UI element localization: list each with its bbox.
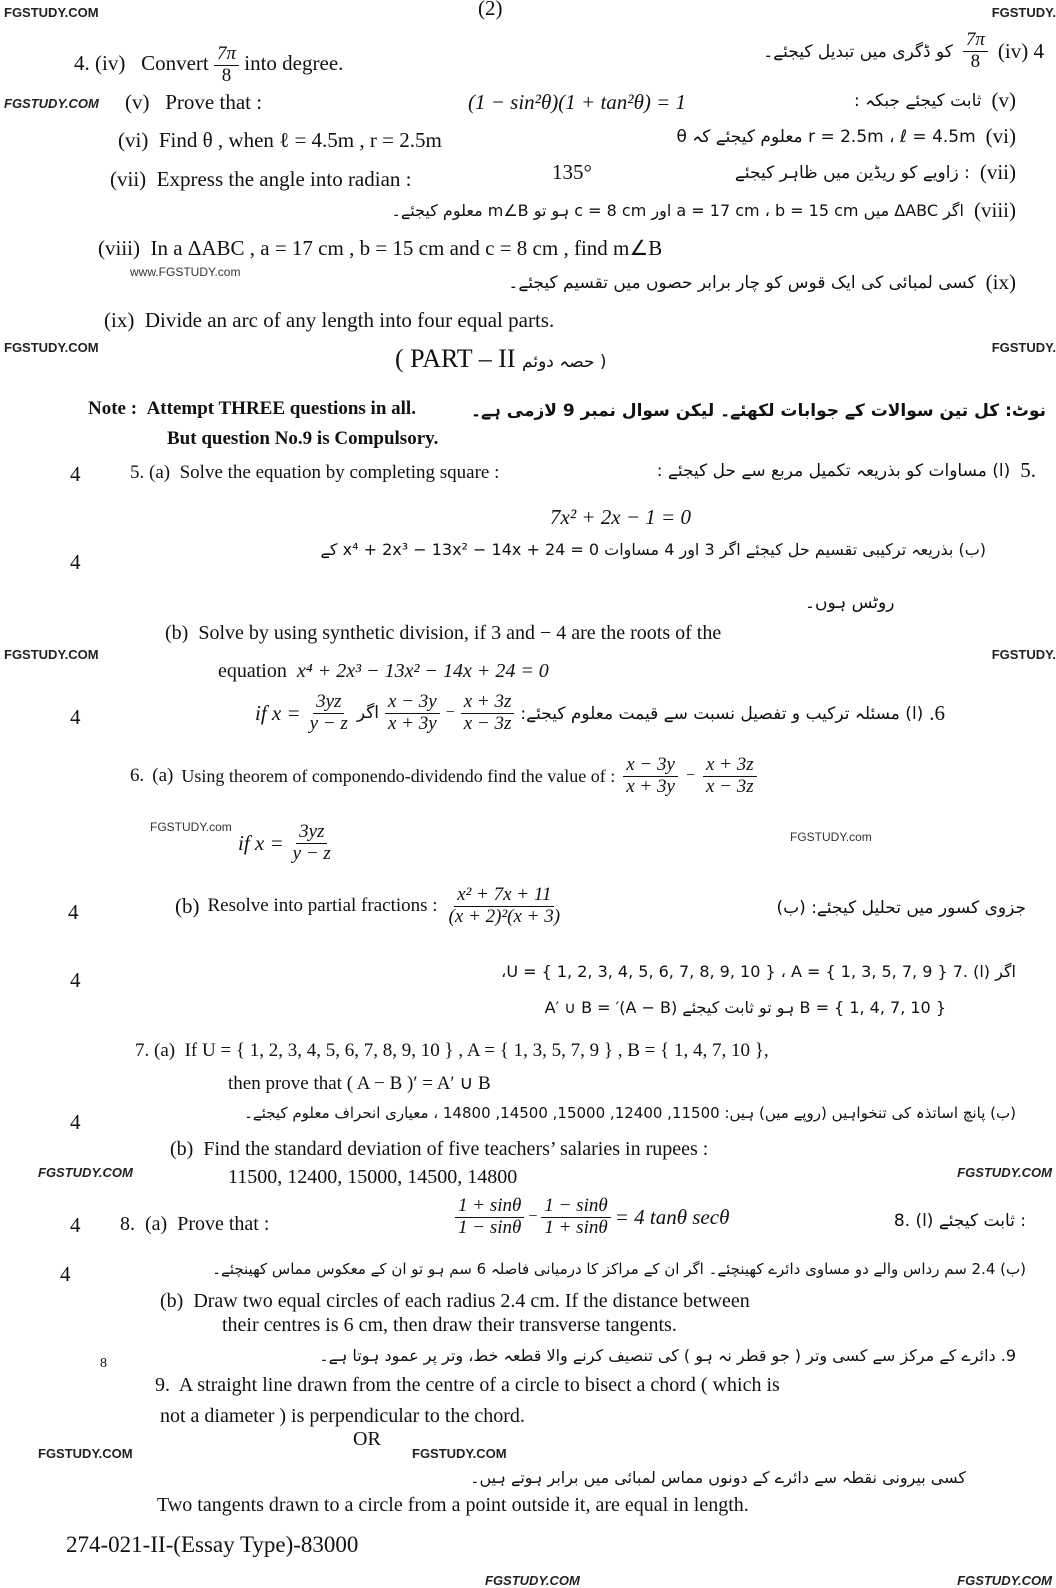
denominator: 8	[221, 64, 232, 86]
watermark: FGSTUDY.COM	[485, 1573, 580, 1588]
urdu-text: کسی بیرونی نقطہ سے دائرے کے دونوں مماس لمبائی میں برابر ہوتے ہیں۔	[470, 1468, 966, 1487]
equation: (1 − sin²θ)(1 + tan²θ) = 1	[468, 90, 687, 114]
urdu-question-4-ix	[508, 270, 1016, 295]
numerator: x − 3y	[623, 755, 678, 777]
paper-code: 274-021-II-(Essay Type)-83000	[66, 1532, 359, 1557]
part-label: (viii)	[974, 198, 1016, 222]
watermark: FGSTUDY.COM	[4, 5, 99, 20]
part-label: (vii)	[979, 160, 1016, 184]
urdu-text: (ا) مسئلہ ترکیب و تفصیل نسبت سے قیمت معلوم کیجئے:	[520, 703, 924, 724]
salary-values: 11500, 12400, 15000, 14500, 14800	[228, 1166, 518, 1188]
question-text: Resolve into partial fractions :	[207, 895, 438, 917]
watermark: FGSTUDY.COM	[38, 1446, 133, 1461]
question-text: Find θ , when ℓ = 4.5m , r = 2.5m	[158, 128, 442, 152]
angle-value: 135°	[552, 160, 592, 184]
watermark: FGSTUDY.COM	[38, 1165, 133, 1180]
note-label: Note :	[88, 398, 138, 419]
urdu-text: : زاویے کو ریڈین میں ظاہر کیجئے	[734, 163, 970, 183]
question-7a	[135, 1040, 769, 1062]
note-text: But question No.9 is Compulsory.	[167, 428, 439, 449]
question-text: Solve the equation by completing square :	[179, 462, 500, 483]
part-label: (ix)	[985, 270, 1016, 294]
denominator: (x + 2)²(x + 3)	[448, 905, 561, 927]
urdu-question-4-viii	[391, 198, 1016, 223]
equation: x⁴ + 2x³ − 13x² − 14x + 24 = 0	[296, 660, 549, 682]
fraction	[541, 1196, 610, 1239]
numerator: x² + 7x + 11	[454, 885, 554, 907]
numerator: 3yz	[313, 692, 344, 714]
fraction	[385, 692, 440, 735]
question-text: Divide an arc of any length into four equal parts.	[144, 308, 555, 332]
urdu-text: (ب) پانچ اساتذہ کی تنخواہیں (روپے میں) ہیں: 11500, 12400, 15000, 14500, 14800 ، معیاری انحراف معلوم کیجئے۔	[244, 1104, 1016, 1122]
question-9	[155, 1374, 780, 1397]
numerator: x + 3z	[461, 692, 515, 714]
denominator: y − z	[309, 712, 348, 734]
page-number: (2)	[478, 0, 503, 20]
part-label: (iv)	[95, 51, 126, 76]
numerator: x + 3z	[703, 755, 757, 777]
question-number: 9.	[155, 1374, 170, 1396]
part-label: (a)	[154, 1040, 176, 1061]
fraction	[446, 885, 564, 928]
question-number: 5.	[130, 462, 145, 483]
numerator: 7π	[963, 30, 988, 52]
urdu-text: کو ڈگری میں تبدیل کیجئے۔	[763, 41, 953, 62]
watermark: FGSTUDY.COM	[4, 340, 99, 355]
question-8a	[120, 1213, 269, 1236]
marks: 4	[70, 550, 81, 574]
urdu-question-6a: if x = $\frac{3yz}{y - z}$ اگر $\frac{x - 3y}{x + 3y}$ − $\frac{x + 3z}{x - 3z}$ (ا) مسئلہ ترکیب و تفصیل نسبت سے قیمت معلوم کیجئے: .6	[255, 691, 946, 734]
question-text: equation	[218, 660, 287, 682]
part-label: (v)	[991, 88, 1016, 112]
fraction	[963, 30, 988, 73]
question-text: Two tangents drawn to a circle from a point outside it, are equal in length.	[157, 1494, 749, 1516]
watermark: FGSTUDY.com	[150, 820, 232, 834]
part-label: (ix)	[104, 308, 135, 332]
equation: 7x² + 2x − 1 = 0	[550, 505, 691, 529]
question-5a	[130, 462, 499, 484]
urdu-text: ثابت کیجئے جبکہ :	[853, 91, 982, 111]
identity: $\frac{1 + \sin\theta}{1 - \sin\theta}$ − $\frac{1 - \sin\theta}{1 + \sin\theta}$ = 4 tanθ secθ	[455, 1196, 729, 1239]
part-title: ( PART – II	[395, 344, 516, 373]
numerator: 1 + sinθ	[455, 1196, 524, 1218]
urdu-text: r = 2.5m ، ℓ = 4.5m معلوم کیجئے کہ θ	[676, 127, 976, 147]
part-label: (a)	[145, 1213, 168, 1235]
numerator: 3yz	[296, 822, 327, 844]
numerator: 7π	[214, 44, 239, 66]
question-text: Express the angle into radian :	[156, 167, 412, 191]
question-4-vii	[110, 167, 412, 192]
denominator: y − z	[292, 842, 331, 864]
question-text: not a diameter ) is perpendicular to the chord.	[160, 1405, 525, 1427]
question-text: Find the standard deviation of five teachers’ salaries in rupees :	[203, 1138, 709, 1160]
urdu-question-4-vii	[735, 160, 1016, 185]
note-text: Attempt THREE questions in all.	[146, 398, 416, 419]
watermark: FGSTUDY.com	[790, 830, 872, 844]
urdu-text: (ب) 2.4 سم رداس والے دو مساوی دائرے کھینچئے۔ اگر ان کے مراکز کا درمیانی فاصلہ 6 سم ہو تو ان کے معکوس مماس کھینچئے۔	[212, 1260, 1026, 1278]
question-4-viii	[98, 236, 662, 261]
question-number: 7.	[135, 1040, 150, 1061]
watermark: FGSTUDY.COM	[4, 647, 99, 662]
urdu-text: B = { 1, 4, 7, 10 } ہو تو ثابت کیجئے (A − B)′ = A′ ∪ B	[544, 998, 946, 1017]
question-text: into degree.	[244, 51, 344, 76]
question-4-vi	[118, 128, 442, 153]
question-6a: 6. (a) Using theorem of componendo-dividendo find the value of : $\frac{x - 3y}{x + 3y}$ − $\frac{x + 3z}{x - 3z}$	[130, 755, 757, 798]
part-label: (a)	[152, 765, 174, 787]
question-text: Prove that :	[165, 90, 263, 114]
part-label: (b)	[175, 893, 200, 918]
question-text: their centres is 6 cm, then draw their transverse tangents.	[222, 1314, 677, 1336]
marks: 4	[70, 705, 81, 729]
denominator: 1 + sinθ	[544, 1216, 608, 1238]
note	[88, 398, 416, 420]
question-text: Solve by using synthetic division, if 3 and − 4 are the roots of the	[198, 622, 722, 644]
question-5b	[165, 622, 721, 645]
urdu-question-4-iv	[763, 30, 1044, 73]
question-text: Convert	[141, 51, 209, 76]
watermark: FGSTUDY.COM	[412, 1446, 507, 1461]
fraction	[703, 755, 757, 798]
question-text: In a ΔABC , a = 17 cm , b = 15 cm and c = 8 cm , find m∠B	[150, 236, 663, 260]
urdu-text: روٹس ہوں۔	[805, 593, 895, 613]
urdu-text: اگر ΔABC میں a = 17 cm ، b = 15 cm اور c = 8 cm ہو تو m∠B معلوم کیجئے۔	[391, 201, 964, 220]
urdu-question-4-v	[854, 88, 1016, 113]
part-heading	[395, 344, 607, 374]
denominator: x − 3z	[705, 775, 754, 797]
watermark: FGSTUDY.	[991, 340, 1056, 355]
numerator: x − 3y	[385, 692, 440, 714]
denominator: 1 − sinθ	[458, 1216, 522, 1238]
urdu-text: کسی لمبائی کی ایک قوس کو چار برابر حصوں میں تقسیم کیجئے۔	[508, 273, 976, 293]
urdu-note: نوٹ: کل تین سوالات کے جوابات لکھئے۔ لیکن سوال نمبر 9 لازمی ہے۔	[470, 401, 1046, 421]
question-text: A straight line drawn from the centre of a circle to bisect a chord ( which is	[178, 1374, 780, 1396]
part-label: (viii)	[98, 236, 140, 260]
part-label: (vi)	[118, 128, 149, 152]
urdu-text: (ب) بذریعہ ترکیبی تقسیم حل کیجئے اگر 3 اور 4 مساوات x⁴ + 2x³ − 13x² − 14x + 24 = 0 کے	[320, 540, 986, 559]
marks: 4	[68, 900, 79, 924]
condition	[238, 822, 334, 865]
question-number: 4.	[74, 51, 90, 76]
watermark: FGSTUDY.	[991, 647, 1056, 662]
part-label: (iv) 4	[997, 38, 1044, 63]
fraction	[455, 1196, 524, 1239]
watermark: FGSTUDY.	[991, 5, 1056, 20]
watermark: FGSTUDY.COM	[957, 1573, 1052, 1588]
denominator: x + 3y	[388, 712, 437, 734]
marks: 4	[70, 968, 81, 992]
question-text: Using theorem of componendo-dividendo find the value of :	[181, 765, 616, 786]
marks: 4	[70, 462, 81, 486]
question-number: 6.	[130, 765, 145, 787]
question-4-iv	[74, 44, 343, 87]
urdu-text: : ثابت کیجئے (ا) .8	[893, 1211, 1026, 1231]
question-7b	[170, 1138, 708, 1161]
question-text: Prove that :	[177, 1213, 270, 1235]
denominator: x + 3y	[626, 775, 675, 797]
marks: 4	[70, 1110, 81, 1134]
question-text: If U = { 1, 2, 3, 4, 5, 6, 7, 8, 9, 10 } , A = { 1, 3, 5, 7, 9 } , B = { 1, 4, 7, 10 },	[184, 1040, 769, 1061]
part-label: (a)	[149, 462, 171, 483]
part-label: (b)	[160, 1290, 184, 1312]
fraction	[214, 44, 239, 87]
fraction	[290, 822, 334, 865]
fraction	[307, 692, 351, 735]
question-4-ix	[104, 308, 554, 333]
urdu-text: (ا) مساوات کو بذریعہ تکمیل مربع سے حل کیجئے :	[656, 461, 1011, 481]
fraction	[461, 692, 515, 735]
watermark: FGSTUDY.COM	[4, 96, 99, 111]
part-label: (v)	[125, 90, 150, 114]
part-label: (b)	[170, 1138, 194, 1160]
part-label: (b)	[165, 622, 189, 644]
fraction	[623, 755, 678, 798]
question-4-v	[125, 90, 262, 115]
marks: 8	[100, 1356, 107, 1371]
denominator: x − 3z	[463, 712, 512, 734]
question-8b	[160, 1290, 750, 1313]
urdu-text: اگر	[356, 703, 380, 724]
numerator: 1 − sinθ	[541, 1196, 610, 1218]
or-label: OR	[353, 1428, 381, 1450]
question-6b	[175, 885, 563, 928]
part-label: (vi)	[985, 124, 1016, 148]
marks: 4	[70, 1213, 81, 1237]
question-number: 8.	[120, 1213, 135, 1235]
watermark: www.FGSTUDY.com	[130, 265, 241, 279]
urdu-text: حصہ دوئم )	[522, 352, 607, 372]
part-label: (vii)	[110, 167, 147, 191]
watermark: FGSTUDY.COM	[957, 1165, 1052, 1180]
denominator: 8	[970, 50, 981, 72]
urdu-text: 9. دائرے کے مرکز سے کسی وتر ( جو قطر نہ ہو ) کی تنصیف کرنے والا قطعہ خط، وتر پر عمود ہوتا ہے۔	[319, 1346, 1016, 1365]
urdu-question-4-vi	[676, 124, 1016, 149]
marks: 4	[60, 1262, 71, 1286]
urdu-text: اگر (ا) .7 U = { 1, 2, 3, 4, 5, 6, 7, 8, 9, 10 } ، A = { 1, 3, 5, 7, 9 }،	[501, 962, 1016, 981]
question-text: then prove that ( A − B )′ = A′ ∪ B	[228, 1073, 491, 1094]
question-number: .6	[929, 700, 946, 725]
math-text: if x =	[238, 830, 284, 855]
question-text: Draw two equal circles of each radius 2.4 cm. If the distance between	[193, 1290, 750, 1312]
math-text: = 4 tanθ secθ	[614, 1204, 730, 1229]
question-number: 5.	[1020, 458, 1036, 482]
urdu-question-5a	[657, 458, 1036, 483]
math-text: if x =	[255, 700, 301, 725]
urdu-text: جزوی کسور میں تحلیل کیجئے: (ب)	[776, 898, 1026, 918]
equation-line	[218, 660, 549, 683]
